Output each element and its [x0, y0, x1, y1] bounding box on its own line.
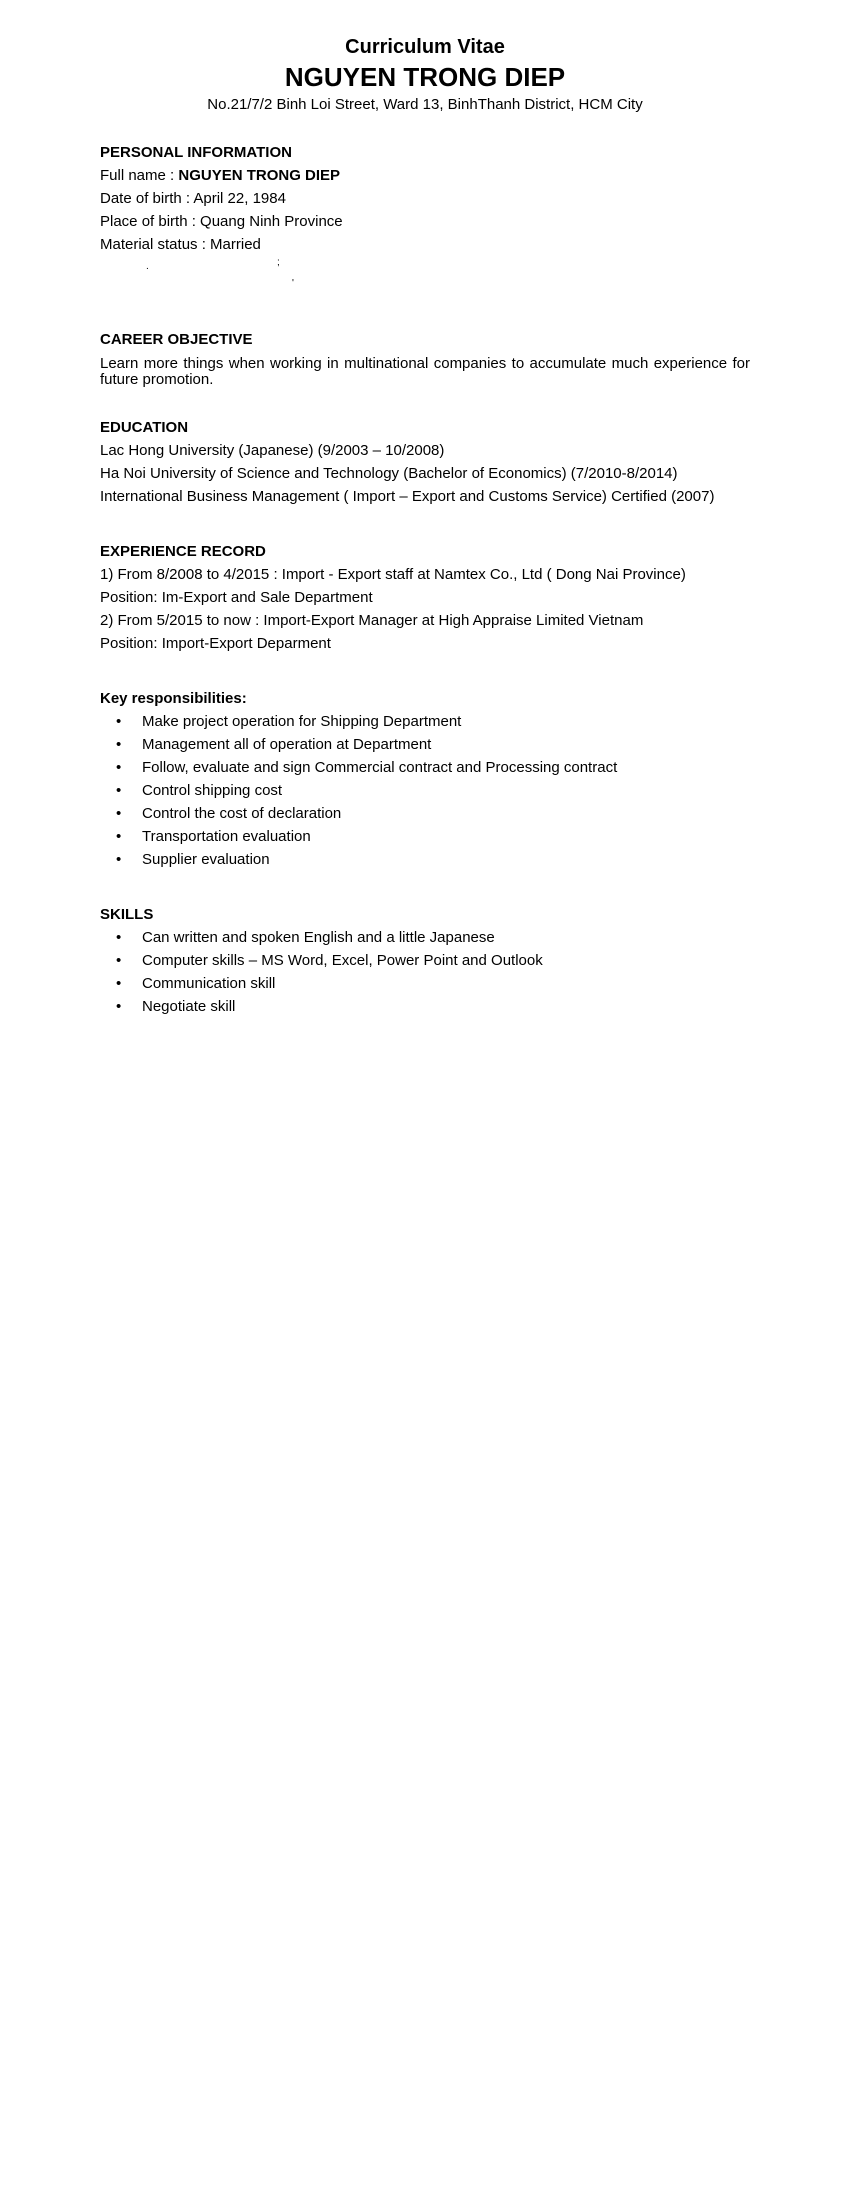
list-item: • Control shipping cost	[100, 779, 750, 802]
list-item: • Computer skills – MS Word, Excel, Power Point and Outlook	[100, 949, 750, 972]
responsibilities-heading: Key responsibilities:	[100, 690, 247, 707]
place-of-birth: Place of birth : Quang Ninh Province	[100, 213, 343, 230]
candidate-address: No.21/7/2 Binh Loi Street, Ward 13, BinhThanh District, HCM City	[207, 96, 643, 113]
experience-line: 1) From 8/2008 to 4/2015 : Import - Export staff at Namtex Co., Ltd ( Dong Nai Province)	[100, 566, 686, 583]
list-item: • Management all of operation at Department	[100, 733, 750, 756]
bullet-icon: •	[116, 713, 122, 730]
career-objective-heading: CAREER OBJECTIVE	[100, 331, 253, 348]
blank-area: . ; '	[146, 257, 294, 289]
bullet-icon: •	[116, 851, 122, 868]
education-heading: EDUCATION	[100, 419, 189, 436]
skills-list	[100, 926, 750, 1018]
education-item: International Business Management ( Import – Export and Customs Service) Certified (2007)	[100, 488, 715, 505]
list-item: • Transportation evaluation	[100, 825, 750, 848]
list-item: • Control the cost of declaration	[100, 802, 750, 825]
bullet-icon: •	[116, 736, 122, 753]
full-name-line	[100, 164, 750, 187]
experience-line: 2) From 5/2015 to now : Import-Export Manager at High Appraise Limited Vietnam	[100, 612, 644, 629]
bullet-icon: •	[116, 828, 122, 845]
personal-info-heading: PERSONAL INFORMATION	[100, 144, 292, 161]
date-of-birth: Date of birth : April 22, 1984	[100, 190, 286, 207]
marital-status: Material status : Married	[100, 236, 261, 253]
bullet-icon: •	[116, 952, 122, 969]
list-item: • Supplier evaluation	[100, 848, 750, 871]
full-name-value: NGUYEN TRONG DIEP	[178, 167, 341, 184]
bullet-icon: •	[116, 805, 122, 822]
list-item: • Negotiate skill	[100, 995, 750, 1018]
career-objective-text: Learn more things when working in multinational companies to accumulate much experience for future promotion.	[100, 355, 750, 388]
bullet-icon: •	[116, 929, 122, 946]
list-item: • Follow, evaluate and sign Commercial contract and Processing contract	[100, 756, 750, 779]
list-item: • Can written and spoken English and a little Japanese	[100, 926, 750, 949]
bullet-icon: •	[116, 998, 122, 1015]
bullet-icon: •	[116, 782, 122, 799]
education-item: Ha Noi University of Science and Technology (Bachelor of Economics) (7/2010-8/2014)	[100, 465, 678, 482]
experience-line: Position: Import-Export Deparment	[100, 635, 331, 652]
responsibilities-list	[100, 710, 750, 871]
document-title: Curriculum Vitae	[345, 36, 505, 58]
experience-heading: EXPERIENCE RECORD	[100, 543, 266, 560]
bullet-icon: •	[116, 759, 122, 776]
education-item: Lac Hong University (Japanese) (9/2003 – 10/2008)	[100, 442, 445, 459]
candidate-name: NGUYEN TRONG DIEP	[284, 62, 566, 92]
bullet-icon: •	[116, 975, 122, 992]
list-item: • Make project operation for Shipping Department	[100, 710, 750, 733]
experience-line: Position: Im-Export and Sale Department	[100, 589, 373, 606]
skills-heading: SKILLS	[100, 906, 154, 923]
list-item: • Communication skill	[100, 972, 750, 995]
cv-content	[100, 141, 750, 1018]
full-name-label: Full name :	[100, 167, 179, 184]
